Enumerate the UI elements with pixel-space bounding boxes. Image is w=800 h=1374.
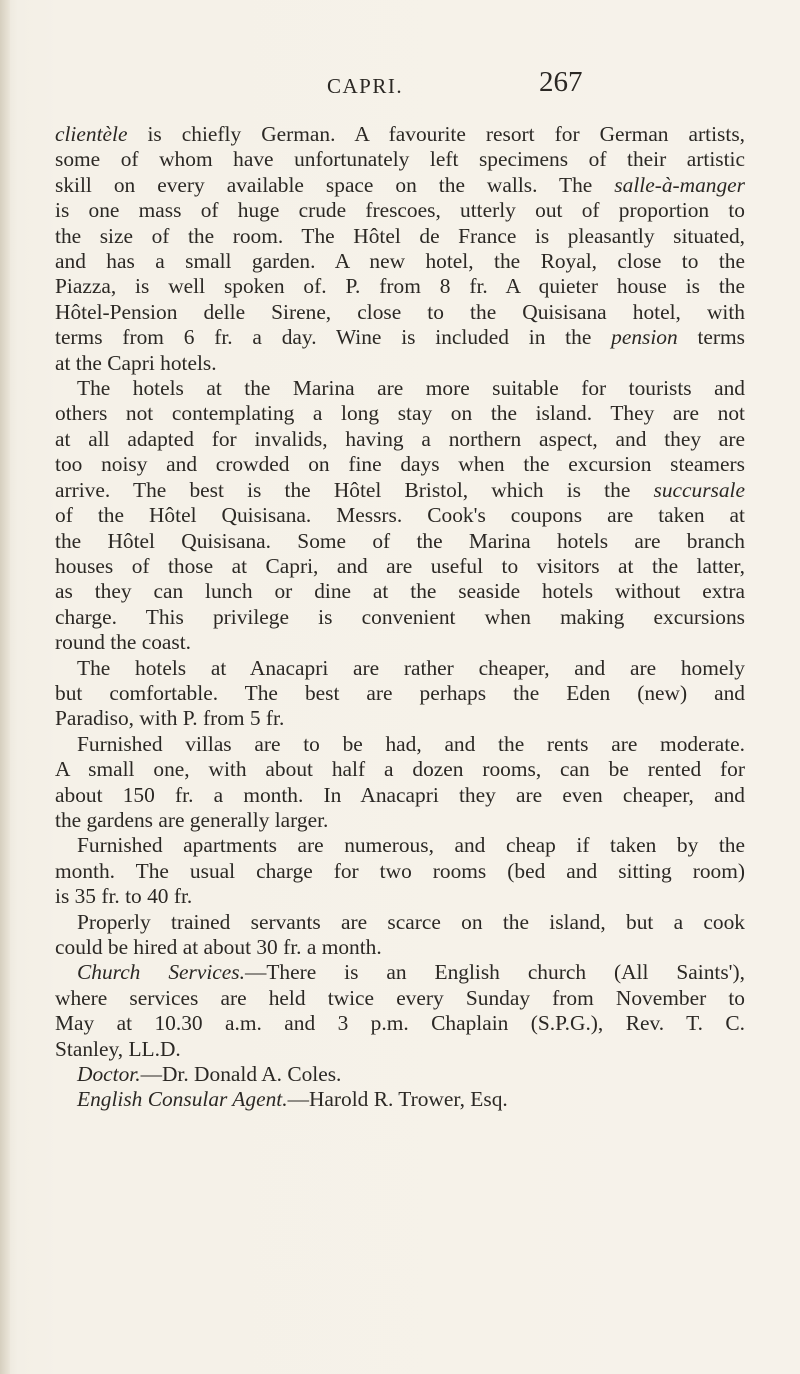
text-line: [55, 351, 745, 376]
text-segment: as they can lunch or dine at the seaside hotels without extra: [55, 579, 745, 604]
text-line: [55, 605, 745, 630]
text-line: [55, 300, 745, 325]
text-line: [55, 1011, 745, 1036]
text-line: [55, 706, 745, 731]
italic-text: English Consular Agent.: [77, 1087, 288, 1112]
italic-text: pension: [611, 325, 678, 350]
text-segment: terms from 6 fr. a day. Wine is included in the: [55, 325, 612, 350]
text-line: [55, 224, 745, 249]
text-line: [55, 884, 745, 909]
text-line: [55, 198, 745, 223]
text-segment: some of whom have unfortunately left specimens of their artistic: [55, 147, 745, 172]
text-line: [55, 478, 745, 503]
text-line: [55, 783, 745, 808]
text-segment: Furnished villas are to be had, and the rents are moderate.: [77, 731, 745, 756]
text-line: [55, 122, 745, 147]
text-segment: where services are held twice every Sunday from November to: [55, 985, 745, 1010]
text-segment: about 150 fr. a month. In Anacapri they are even cheaper, and: [55, 782, 745, 807]
italic-text: clientèle: [55, 122, 128, 146]
text-line: [55, 427, 745, 452]
text-line: [55, 325, 745, 350]
text-segment: Hôtel-Pension delle Sirene, close to the Quisisana hotel, with: [55, 299, 745, 324]
text-segment: the gardens are generally larger.: [55, 807, 329, 832]
text-segment: at all adapted for invalids, having a northern aspect, and they are: [55, 426, 745, 451]
text-line: [55, 173, 745, 198]
text-segment: the Hôtel Quisisana. Some of the Marina hotels are branch: [55, 528, 745, 553]
text-segment: Furnished apartments are numerous, and cheap if taken by the: [77, 833, 745, 858]
text-line: [55, 910, 745, 935]
text-segment: could be hired at about 30 fr. a month.: [55, 935, 382, 959]
text-line: [55, 986, 745, 1011]
text-segment: skill on every available space on the walls. The: [55, 172, 615, 197]
text-line: [55, 681, 745, 706]
text-segment: month. The usual charge for two rooms (bed and sitting room): [55, 858, 745, 883]
text-line: [55, 147, 745, 172]
text-line: [55, 579, 745, 604]
text-line: [55, 833, 745, 858]
text-segment: but comfortable. The best are perhaps the Eden (new) and: [55, 680, 745, 705]
page-gutter: [0, 0, 10, 1374]
text-line: [55, 935, 745, 960]
text-segment: —Harold R. Trower, Esq.: [287, 1087, 508, 1112]
text-segment: The hotels at the Marina are more suitable for tourists and: [77, 376, 745, 401]
page-number: 267: [539, 66, 583, 98]
text-segment: of the Hôtel Quisisana. Messrs. Cook's coupons are taken at: [55, 503, 745, 528]
italic-text: succursale: [653, 477, 745, 502]
text-line: [55, 1037, 745, 1062]
text-segment: houses of those at Capri, and are useful to visitors at the latter,: [55, 553, 745, 578]
text-line: [55, 529, 745, 554]
text-segment: —Dr. Donald A. Coles.: [140, 1062, 342, 1087]
italic-text: Church Services.: [77, 960, 245, 985]
running-title: CAPRI.: [327, 74, 404, 98]
text-segment: too noisy and crowded on fine days when the excursion steamers: [55, 452, 745, 477]
text-line: [55, 1087, 745, 1112]
text-line: [55, 376, 745, 401]
text-segment: is one mass of huge crude frescoes, utterly out of proportion to: [55, 198, 745, 223]
text-segment: and has a small garden. A new hotel, the Royal, close to the: [55, 249, 745, 274]
text-segment: A small one, with about half a dozen rooms, can be rented for: [55, 757, 745, 782]
text-line: [55, 859, 745, 884]
text-line: [55, 452, 745, 477]
text-line: [55, 1062, 745, 1087]
text-line: [55, 732, 745, 757]
text-segment: Properly trained servants are scarce on the island, but a cook: [77, 909, 745, 934]
text-segment: at the Capri hotels.: [55, 350, 217, 375]
text-line: [55, 656, 745, 681]
text-line: [55, 554, 745, 579]
text-segment: Piazza, is well spoken of. P. from 8 fr. A quieter house is the: [55, 274, 745, 299]
text-segment: Stanley, LL.D.: [55, 1036, 181, 1061]
text-line: [55, 808, 745, 833]
text-segment: The hotels at Anacapri are rather cheaper, and are homely: [77, 655, 745, 680]
text-line: [55, 503, 745, 528]
text-line: [55, 757, 745, 782]
text-segment: —There is an English church (All Saints'),: [244, 960, 745, 985]
text-segment: others not contemplating a long stay on the island. They are not: [55, 401, 745, 426]
text-segment: terms: [677, 325, 745, 350]
italic-text: Doctor.: [77, 1062, 141, 1087]
text-line: [55, 960, 745, 985]
text-segment: is chiefly German. A favourite resort for German artists,: [127, 122, 745, 146]
text-line: [55, 274, 745, 299]
text-segment: is 35 fr. to 40 fr.: [55, 884, 193, 909]
italic-text: salle-à-manger: [614, 172, 745, 197]
text-line: [55, 401, 745, 426]
text-segment: Paradiso, with P. from 5 fr.: [55, 706, 285, 731]
text-segment: arrive. The best is the Hôtel Bristol, which is the: [55, 477, 654, 502]
text-segment: round the coast.: [55, 630, 192, 655]
text-segment: May at 10.30 a.m. and 3 p.m. Chaplain (S.P.G.), Rev. T. C.: [55, 1011, 745, 1036]
text-segment: the size of the room. The Hôtel de France is pleasantly situated,: [55, 223, 745, 248]
running-header: [0, 60, 800, 100]
body-text: [55, 122, 745, 1113]
text-line: [55, 630, 745, 655]
text-segment: charge. This privilege is convenient when making excursions: [55, 604, 745, 629]
text-line: [55, 249, 745, 274]
